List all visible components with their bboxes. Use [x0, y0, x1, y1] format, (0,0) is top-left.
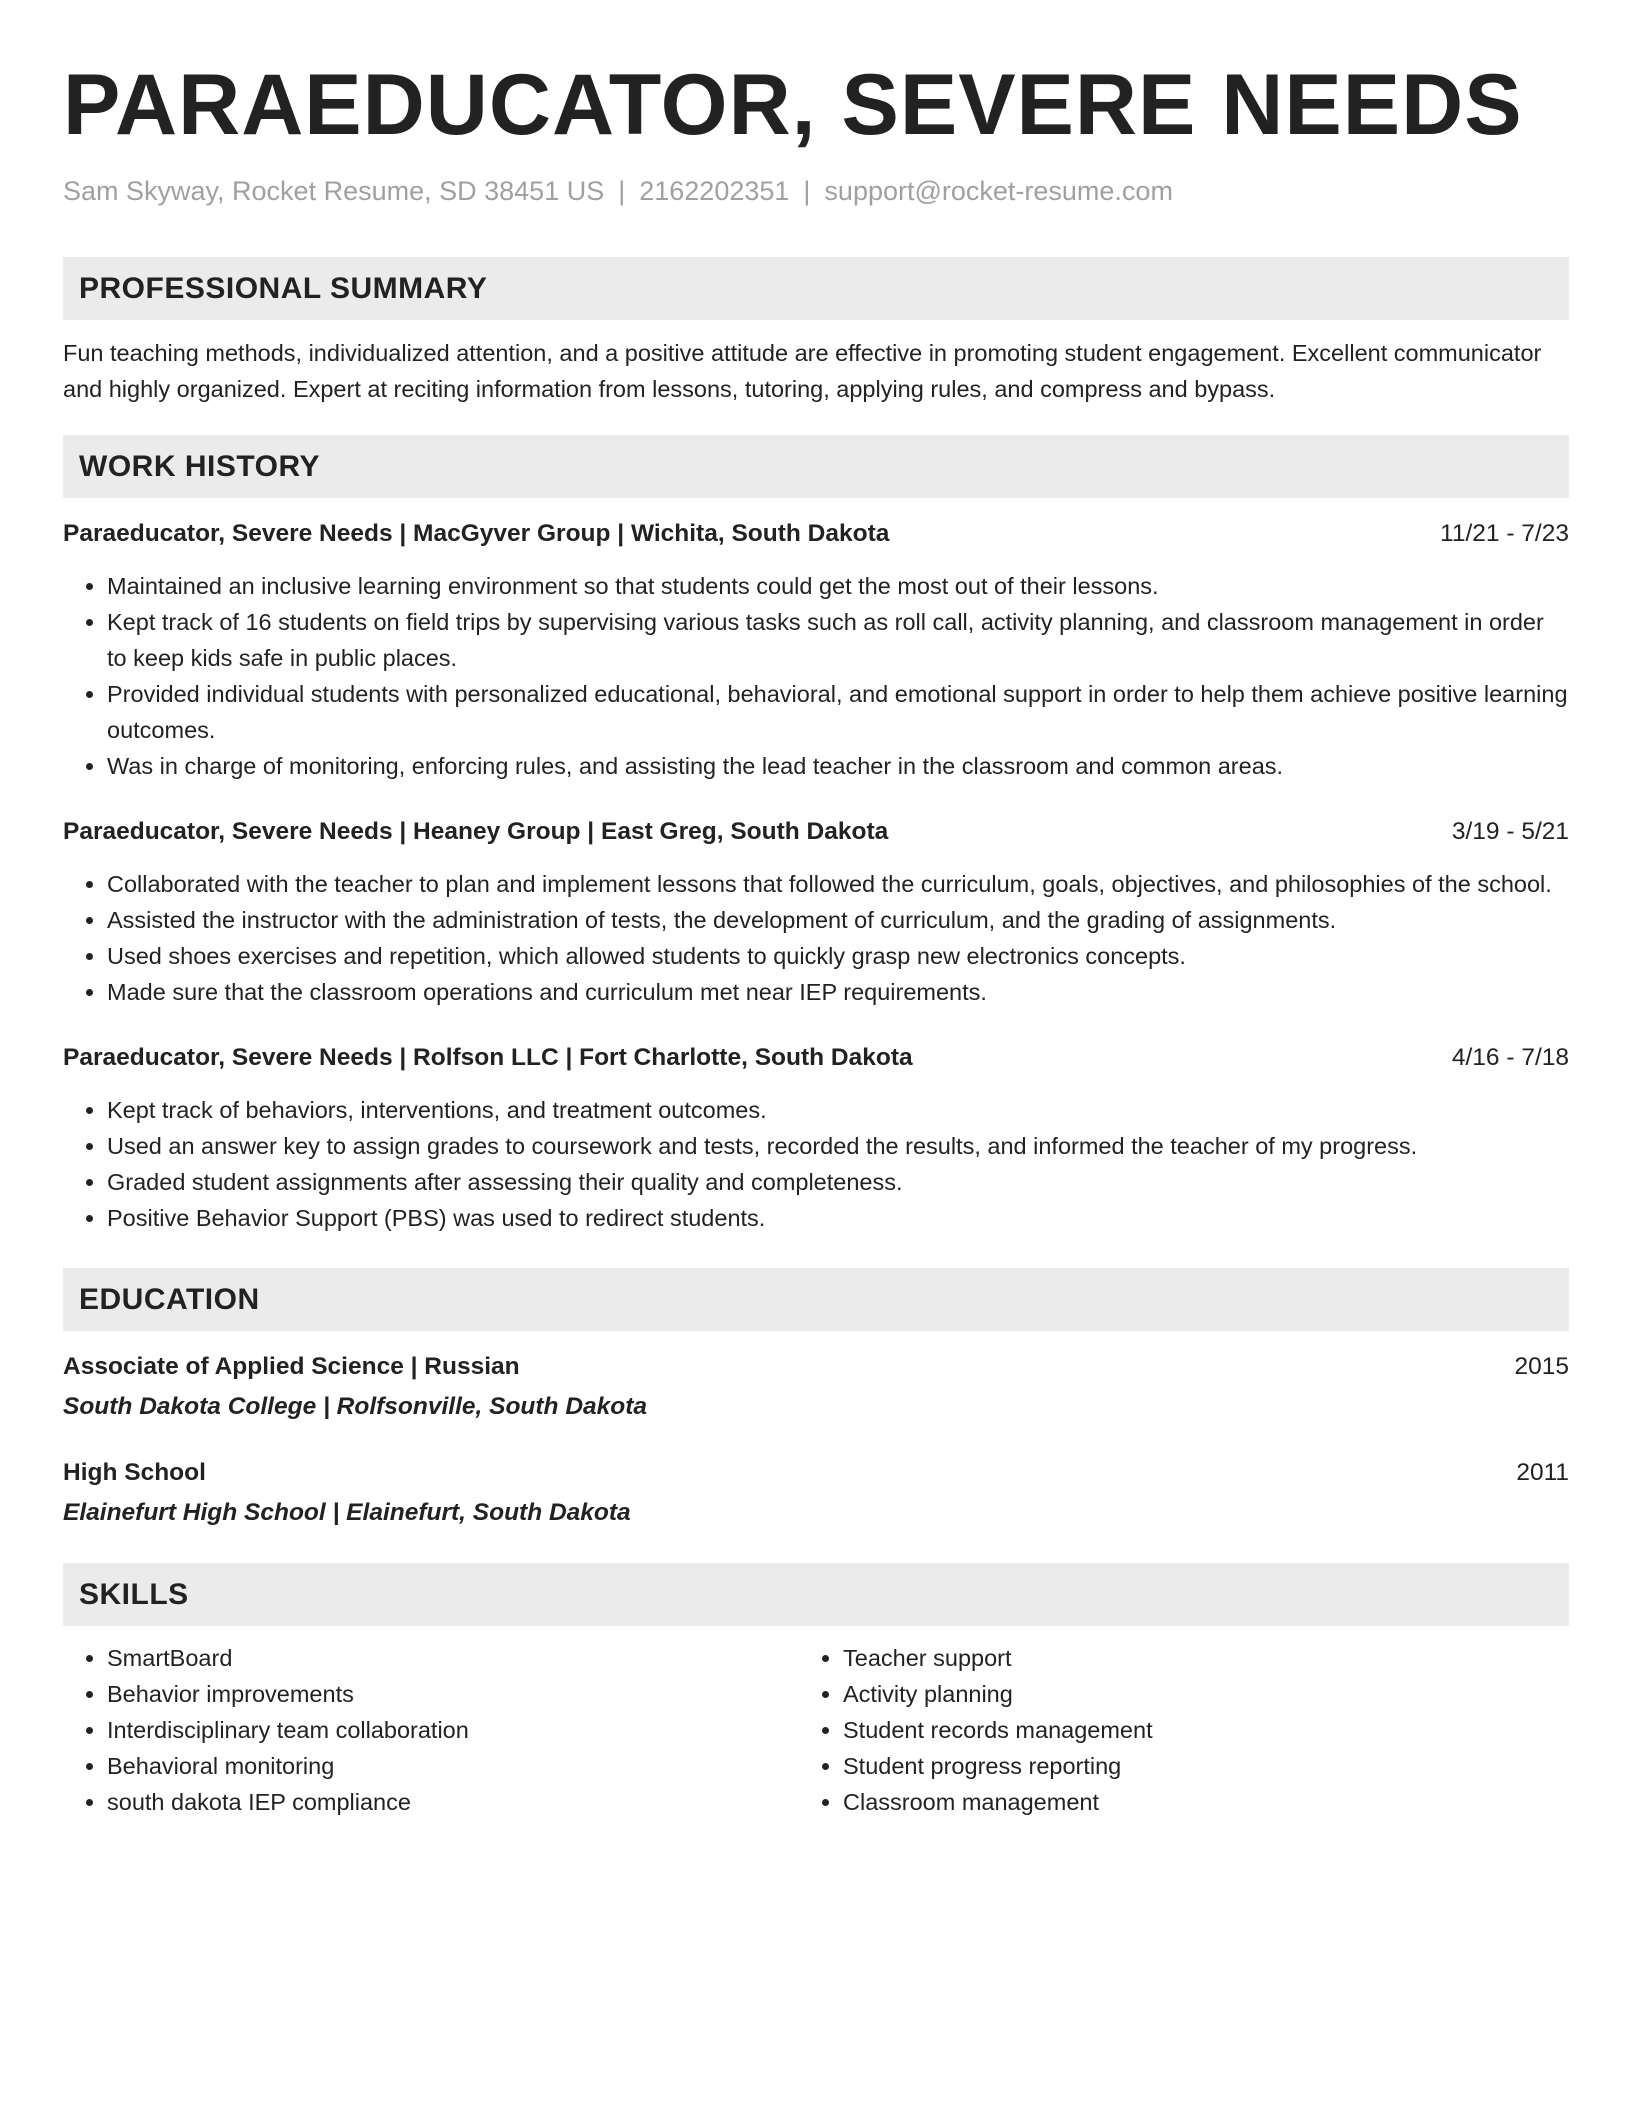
candidate-name: PARAEDUCATOR, SEVERE NEEDS	[63, 57, 1523, 153]
job-entry	[63, 1040, 1569, 1236]
job-bullet: • Graded student assignments after assessing their quality and completeness.	[107, 1164, 1569, 1200]
job-bullets	[63, 1092, 1569, 1236]
skills-section-header: SKILLS	[63, 1563, 1569, 1626]
contact-email[interactable]: support@rocket-resume.com	[824, 176, 1173, 206]
education-entry	[63, 1455, 1569, 1531]
education-school: South Dakota College | Rolfsonville, South Dakota	[63, 1393, 648, 1420]
education-year: 2015	[1514, 1353, 1569, 1380]
job-bullet: • Kept track of behaviors, interventions, and treatment outcomes.	[107, 1092, 1569, 1128]
skill-item: • south dakota IEP compliance	[107, 1784, 799, 1820]
education-year: 2011	[1516, 1459, 1569, 1486]
education-header	[63, 1455, 1569, 1491]
contact-line	[63, 176, 1569, 207]
job-bullet: • Collaborated with the teacher to plan and implement lessons that followed the curriculum, goals, objectives, and philosophies of the school.	[107, 866, 1569, 902]
skill-item: • Student progress reporting	[843, 1748, 1535, 1784]
job-bullet: • Was in charge of monitoring, enforcing rules, and assisting the lead teacher in the classroom and common areas.	[107, 748, 1569, 784]
job-dates: 4/16 - 7/18	[1451, 1044, 1569, 1071]
education-section-header: EDUCATION	[63, 1268, 1569, 1331]
skill-item: • Interdisciplinary team collaboration	[107, 1712, 799, 1748]
job-header	[63, 516, 1569, 552]
skill-item: • Classroom management	[843, 1784, 1535, 1820]
education-degree: Associate of Applied Science | Russian	[63, 1353, 520, 1380]
contact-phone: 2162202351	[639, 176, 790, 206]
job-bullet: • Used shoes exercises and repetition, which allowed students to quickly grasp new electronics concepts.	[107, 938, 1569, 974]
job-bullets	[63, 568, 1569, 784]
job-bullet: • Made sure that the classroom operations and curriculum met near IEP requirements.	[107, 974, 1569, 1010]
education-school: Elainefurt High School | Elainefurt, South Dakota	[63, 1499, 631, 1526]
job-header	[63, 1040, 1569, 1076]
skill-item: • Behavior improvements	[107, 1676, 799, 1712]
skills-list-left	[63, 1640, 799, 1820]
education-degree: High School	[63, 1459, 206, 1486]
skill-item: • Activity planning	[843, 1676, 1535, 1712]
job-bullet: • Positive Behavior Support (PBS) was used to redirect students.	[107, 1200, 1569, 1236]
summary-text: Fun teaching methods, individualized attention, and a positive attitude are effective in promoting student engagement. Excellent communicator and highly organized. Expert at reciting information from lessons, tutoring, applying rules, and compress and bypass.	[63, 340, 1542, 402]
job-bullet: • Used an answer key to assign grades to coursework and tests, recorded the results, and informed the teacher of my progress.	[107, 1128, 1569, 1164]
summary-section-header: PROFESSIONAL SUMMARY	[63, 257, 1569, 320]
job-header	[63, 814, 1569, 850]
contact-separator: |	[803, 176, 811, 206]
job-bullet: • Assisted the instructor with the administration of tests, the development of curriculum, and the grading of assignments.	[107, 902, 1569, 938]
skills-list-right	[799, 1640, 1535, 1820]
job-bullet: • Maintained an inclusive learning environment so that students could get the most out of their lessons.	[107, 568, 1569, 604]
education-header	[63, 1349, 1569, 1385]
skills-columns	[63, 1640, 1569, 1820]
work-history-section-header: WORK HISTORY	[63, 435, 1569, 498]
job-heading: Paraeducator, Severe Needs | Heaney Group | East Greg, South Dakota	[63, 818, 889, 845]
job-entry	[63, 814, 1569, 1010]
skill-item: • Student records management	[843, 1712, 1535, 1748]
job-dates: 3/19 - 5/21	[1451, 818, 1569, 845]
job-dates: 11/21 - 7/23	[1440, 520, 1569, 547]
job-bullet: • Kept track of 16 students on field trips by supervising various tasks such as roll call, activity planning, and classroom management in order to keep kids safe in public places.	[107, 604, 1569, 676]
education-entry	[63, 1349, 1569, 1425]
contact-separator: |	[618, 176, 626, 206]
skill-item: • SmartBoard	[107, 1640, 799, 1676]
job-bullet: • Provided individual students with personalized educational, behavioral, and emotional support in order to help them achieve positive learning outcomes.	[107, 676, 1569, 748]
job-heading: Paraeducator, Severe Needs | MacGyver Group | Wichita, South Dakota	[63, 520, 890, 547]
skill-item: • Behavioral monitoring	[107, 1748, 799, 1784]
job-heading: Paraeducator, Severe Needs | Rolfson LLC | Fort Charlotte, South Dakota	[63, 1044, 913, 1071]
job-entry	[63, 516, 1569, 784]
contact-address: Sam Skyway, Rocket Resume, SD 38451 US	[63, 176, 605, 206]
job-bullets	[63, 866, 1569, 1010]
skill-item: • Teacher support	[843, 1640, 1535, 1676]
